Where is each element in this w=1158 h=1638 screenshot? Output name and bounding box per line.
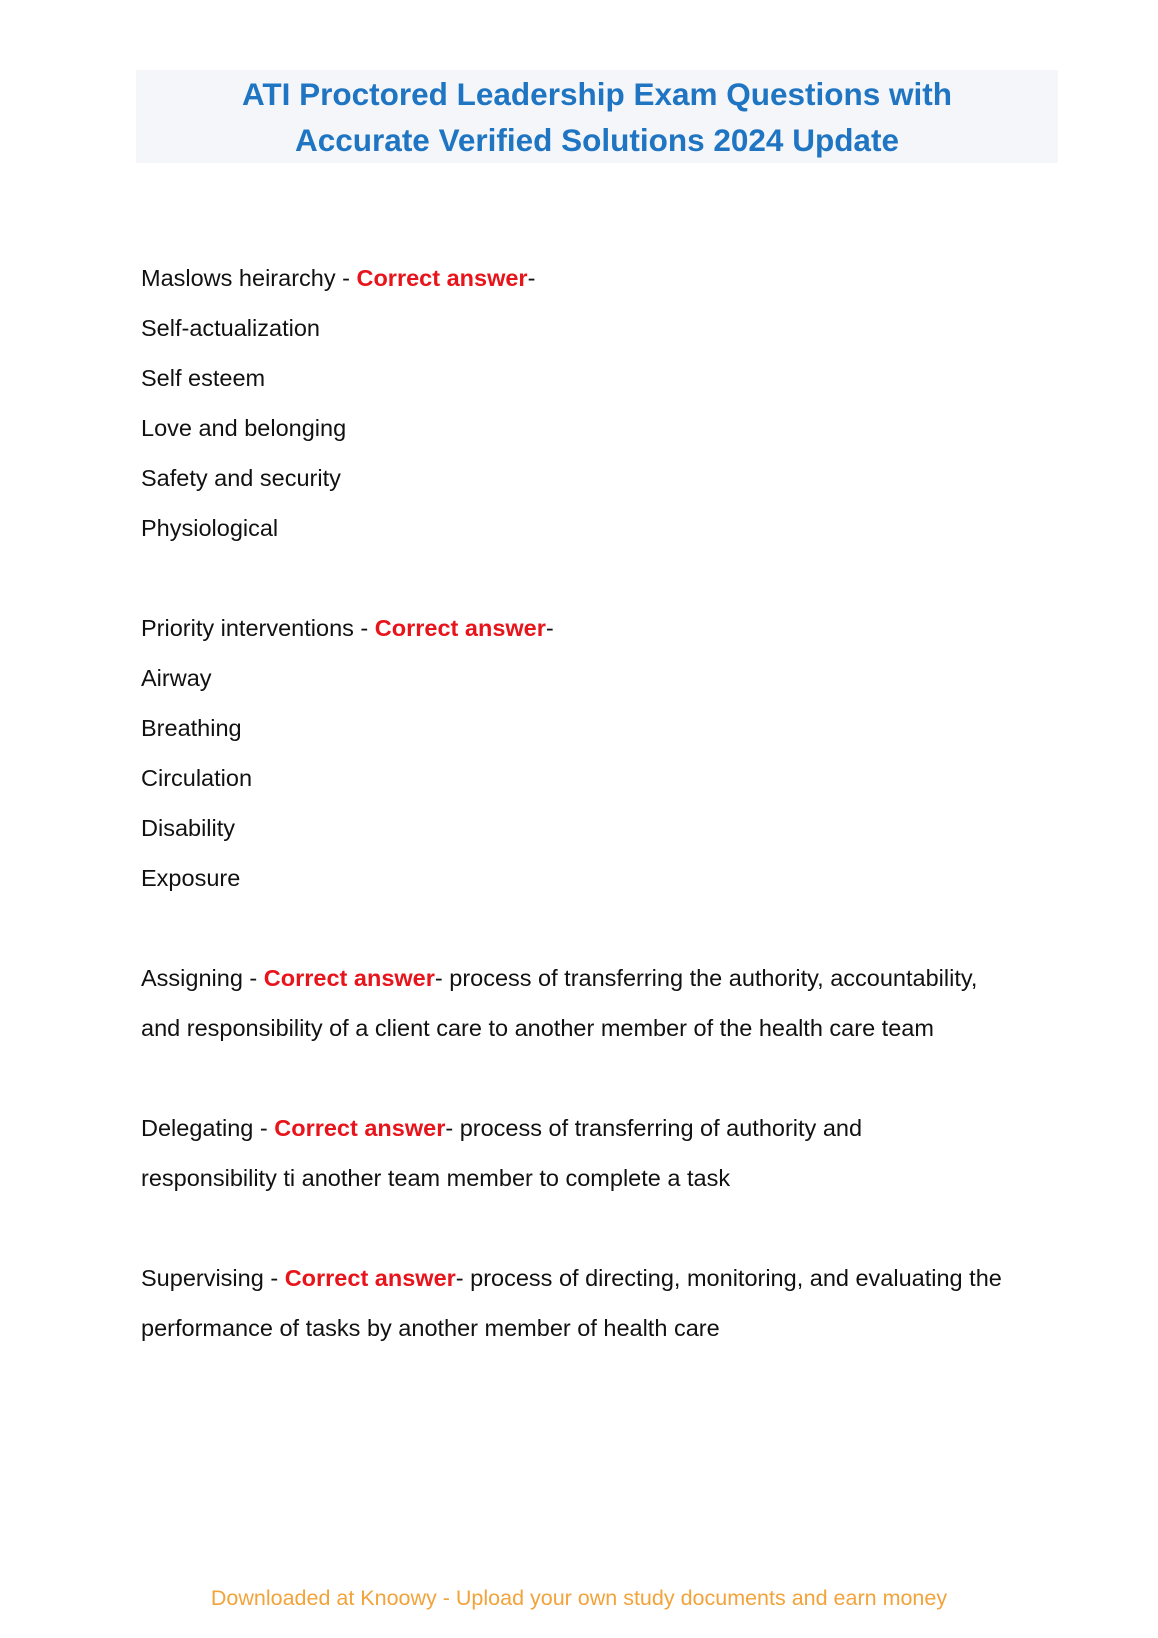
list-item: Airway — [141, 665, 212, 691]
spacer — [141, 903, 1061, 953]
spacer — [141, 1053, 1061, 1103]
spacer — [141, 1203, 1061, 1253]
list-item: Self esteem — [141, 365, 266, 391]
title-line-2: Accurate Verified Solutions 2024 Update — [295, 121, 899, 158]
answer-text: - process of transferring of authority and — [445, 1115, 863, 1141]
answer-text: - — [527, 265, 536, 291]
question-term: Priority interventions - — [141, 615, 375, 641]
list-item: Circulation — [141, 765, 253, 791]
question-term: Delegating - — [141, 1115, 275, 1141]
answer-continuation: and responsibility of a client care to another member of the health care team — [141, 1015, 934, 1041]
answer-text: - process of transferring the authority, accountability, — [434, 965, 978, 991]
list-item: Breathing — [141, 715, 242, 741]
spacer — [141, 553, 1061, 603]
answer-continuation: performance of tasks by another member of health care — [141, 1315, 720, 1341]
list-item: Exposure — [141, 865, 241, 891]
title-line-1: ATI Proctored Leadership Exam Questions with — [241, 75, 953, 112]
answer-text: - — [545, 615, 554, 641]
page-title — [242, 71, 952, 163]
question-term: Supervising - — [141, 1265, 285, 1291]
question-line — [141, 1253, 1061, 1303]
list-item: Love and belonging — [141, 415, 347, 441]
correct-answer-label: Correct answer — [374, 615, 546, 641]
question-line — [141, 603, 1061, 653]
question-line — [141, 253, 1061, 303]
footer-watermark: Downloaded at Knoowy - Upload your own study documents and earn money — [210, 1586, 948, 1610]
list-item: Self-actualization — [141, 315, 320, 341]
question-term: Maslows heirarchy - — [141, 265, 357, 291]
correct-answer-label: Correct answer — [263, 965, 435, 991]
answer-text: - process of directing, monitoring, and evaluating the — [455, 1265, 1002, 1291]
question-term: Assigning - — [141, 965, 264, 991]
list-item: Disability — [141, 815, 236, 841]
correct-answer-label: Correct answer — [284, 1265, 456, 1291]
answer-continuation: responsibility ti another team member to complete a task — [141, 1165, 731, 1191]
question-line — [141, 1103, 1061, 1153]
correct-answer-label: Correct answer — [274, 1115, 446, 1141]
list-item: Physiological — [141, 515, 279, 541]
title-banner — [136, 70, 1058, 163]
question-line — [141, 953, 1061, 1003]
correct-answer-label: Correct answer — [356, 265, 528, 291]
document-body — [141, 253, 1061, 1353]
list-item: Safety and security — [141, 465, 341, 491]
